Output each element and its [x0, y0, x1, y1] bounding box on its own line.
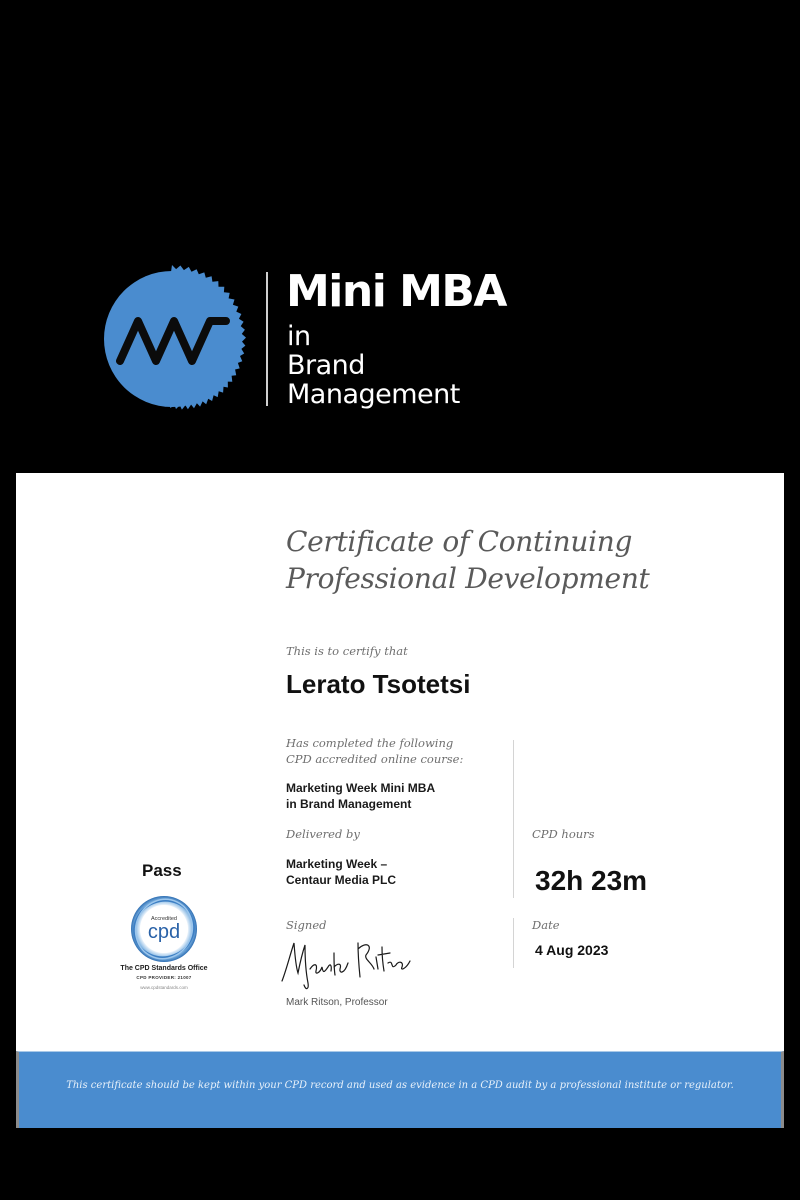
course-name-line: in Brand Management — [286, 797, 412, 811]
logo-divider — [266, 272, 268, 406]
certificate-title-line: Professional Development — [286, 562, 650, 595]
delivered-label: Delivered by — [286, 827, 360, 841]
certificate-title — [286, 523, 650, 597]
provider-line: Centaur Media PLC — [286, 873, 397, 887]
logo-subtitle-line: Management — [287, 379, 460, 410]
cpd-mark-text: cpd — [147, 921, 181, 943]
completed-label-line: CPD accredited online course: — [286, 752, 464, 766]
completed-label-line: Has completed the following — [286, 736, 454, 750]
cpd-provider-text: CPD PROVIDER: 21007 — [136, 975, 192, 980]
cpd-accredited-text: Accredited — [151, 916, 177, 922]
certify-label: This is to certify that — [286, 644, 408, 658]
provider-line: Marketing Week – — [286, 857, 388, 871]
cpd-hours-label: CPD hours — [532, 827, 595, 841]
logo-subtitle — [287, 322, 460, 409]
column-divider — [513, 918, 514, 968]
cpd-accredited-icon — [129, 894, 199, 964]
cpd-office-text: The CPD Standards Office — [120, 965, 208, 972]
logo-title: Mini MBA — [286, 266, 506, 317]
recipient-name: Lerato Tsotetsi — [286, 669, 471, 699]
date-value: 4 Aug 2023 — [535, 942, 609, 958]
cpd-hours-value: 32h 23m — [535, 865, 648, 896]
result-label: Pass — [142, 861, 182, 880]
column-divider — [513, 740, 514, 898]
footer-banner — [16, 1051, 784, 1128]
certificate-title-line: Certificate of Continuing — [286, 525, 633, 558]
signature-image — [276, 933, 416, 993]
logo-header — [0, 0, 800, 473]
logo-subtitle-line: in — [287, 321, 311, 352]
certificate-card — [16, 473, 784, 1128]
cpd-url-text: www.cpdstandards.com — [140, 985, 188, 990]
mw-badge-icon — [98, 265, 246, 413]
signed-label: Signed — [286, 918, 327, 932]
signer-name: Mark Ritson, Professor — [286, 997, 388, 1008]
date-label: Date — [532, 918, 560, 932]
course-name-line: Marketing Week Mini MBA — [286, 781, 436, 795]
footer-text: This certificate should be kept within your CPD record and used as evidence in a CPD audit by a professional institute or regulator. — [66, 1080, 734, 1091]
logo-subtitle-line: Brand — [287, 350, 365, 381]
